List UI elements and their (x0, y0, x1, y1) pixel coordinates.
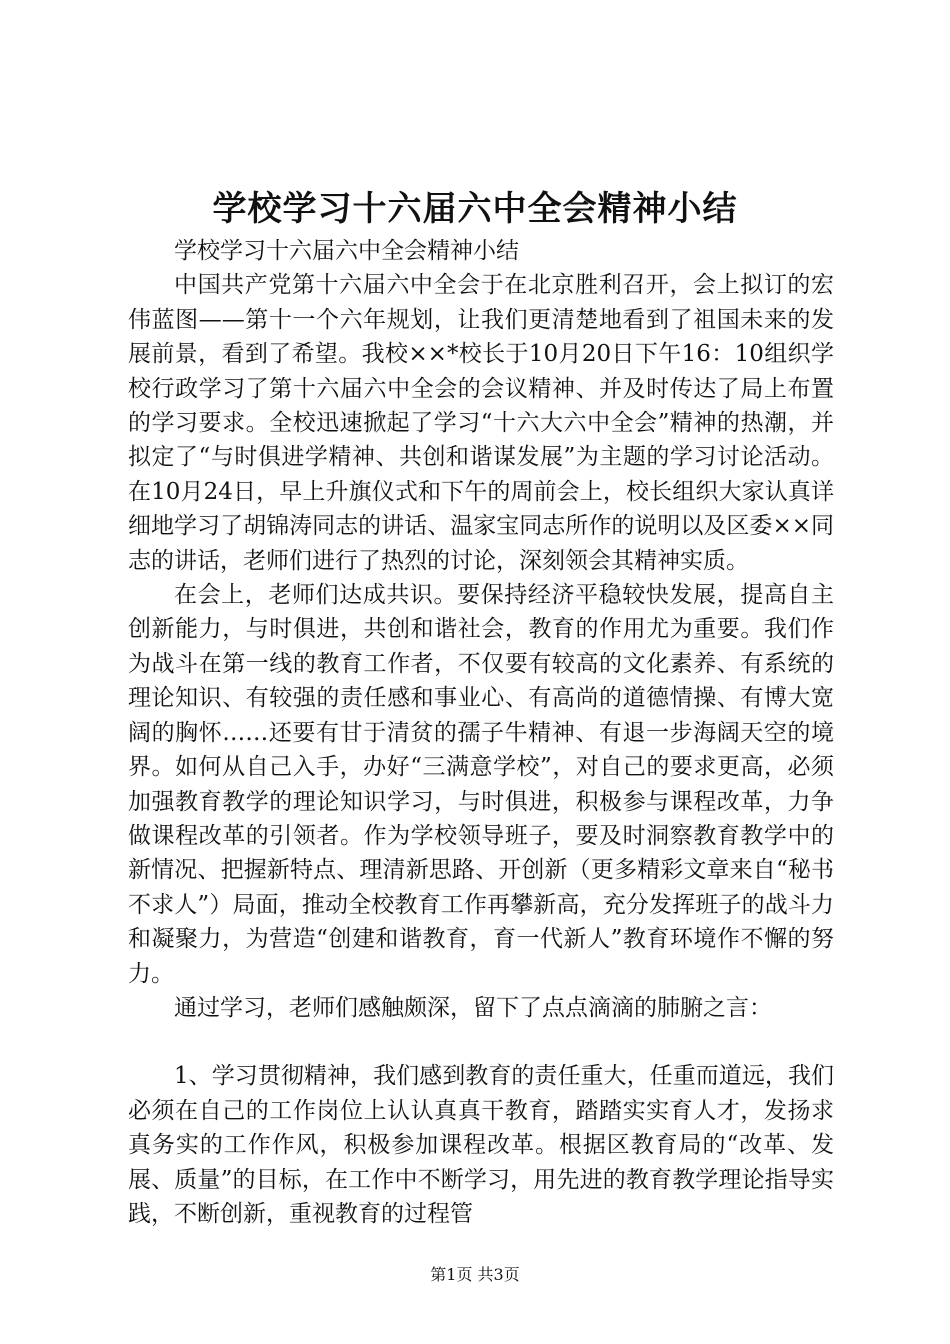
paragraph-intro: 中国共产党第十六届六中全会于在北京胜利召开，会上拟订的宏伟蓝图——第十一个六年规划，让我们更清楚地看到了祖国未来的发展前景，看到了希望。我校××*校长于10月20日下午16：10组织学校行政学习了第十六届六中全会的会议精神、并及时传达了局上布置的学习要求。全校迅速掀起了学习“十六大六中全会”精神的热潮，并拟定了“与时俱进学精神、共创和谐谋发展”为主题的学习讨论活动。在10月24日，早上升旗仪式和下午的周前会上，校长组织大家认真详细地学习了胡锦涛同志的讲话、温家宝同志所作的说明以及区委××同志的讲话，老师们进行了热烈的讨论，深刻领会其精神实质。 (128, 272, 834, 574)
paragraph-consensus: 在会上，老师们达成共识。要保持经济平稳较快发展，提高自主创新能力，与时俱进，共创和谐社会，教育的作用尤为重要。我们作为战斗在第一线的教育工作者，不仅要有较高的文化素养、有系统的理论知识、有较强的责任感和事业心、有高尚的道德情操、有博大宽阔的胸怀……还要有甘于清贫的孺子牛精神、有退一步海阔天空的境界。如何从自己入手，办好“三满意学校”，对自己的要求更高，必须加强教育教学的理论知识学习，与时俱进，积极参与课程改革，力争做课程改革的引领者。作为学校领导班子，要及时洞察教育教学中的新情况、把握新特点、理清新思路、开创新（更多精彩文章来自“秘书不求人”）局面，推动全校教育工作再攀新高，充分发挥班子的战斗力和凝聚力，为营造“创建和谐教育，育一代新人”教育环境作不懈的努力。 (128, 582, 834, 987)
paragraph-point-1: 1、学习贯彻精神，我们感到教育的责任重大，任重而道远，我们必须在自己的工作岗位上认认真真干教育，踏踏实实育人才，发扬求真务实的工作作风，积极参加课程改革。根据区教育局的“改革、发展、质量”的目标，在工作中不断学习，用先进的教育教学理论指导实践，不断创新，重视教育的过程管 (128, 1063, 834, 1227)
page-footer: 第1页 共3页 (430, 1265, 520, 1284)
subtitle-paragraph: 学校学习十六届六中全会精神小结 (174, 238, 519, 264)
document-title: 学校学习十六届六中全会精神小结 (212, 189, 738, 229)
paragraph-feedback-intro: 通过学习，老师们感触颇深，留下了点点滴滴的肺腑之言： (174, 994, 772, 1021)
document-body (128, 234, 834, 1231)
